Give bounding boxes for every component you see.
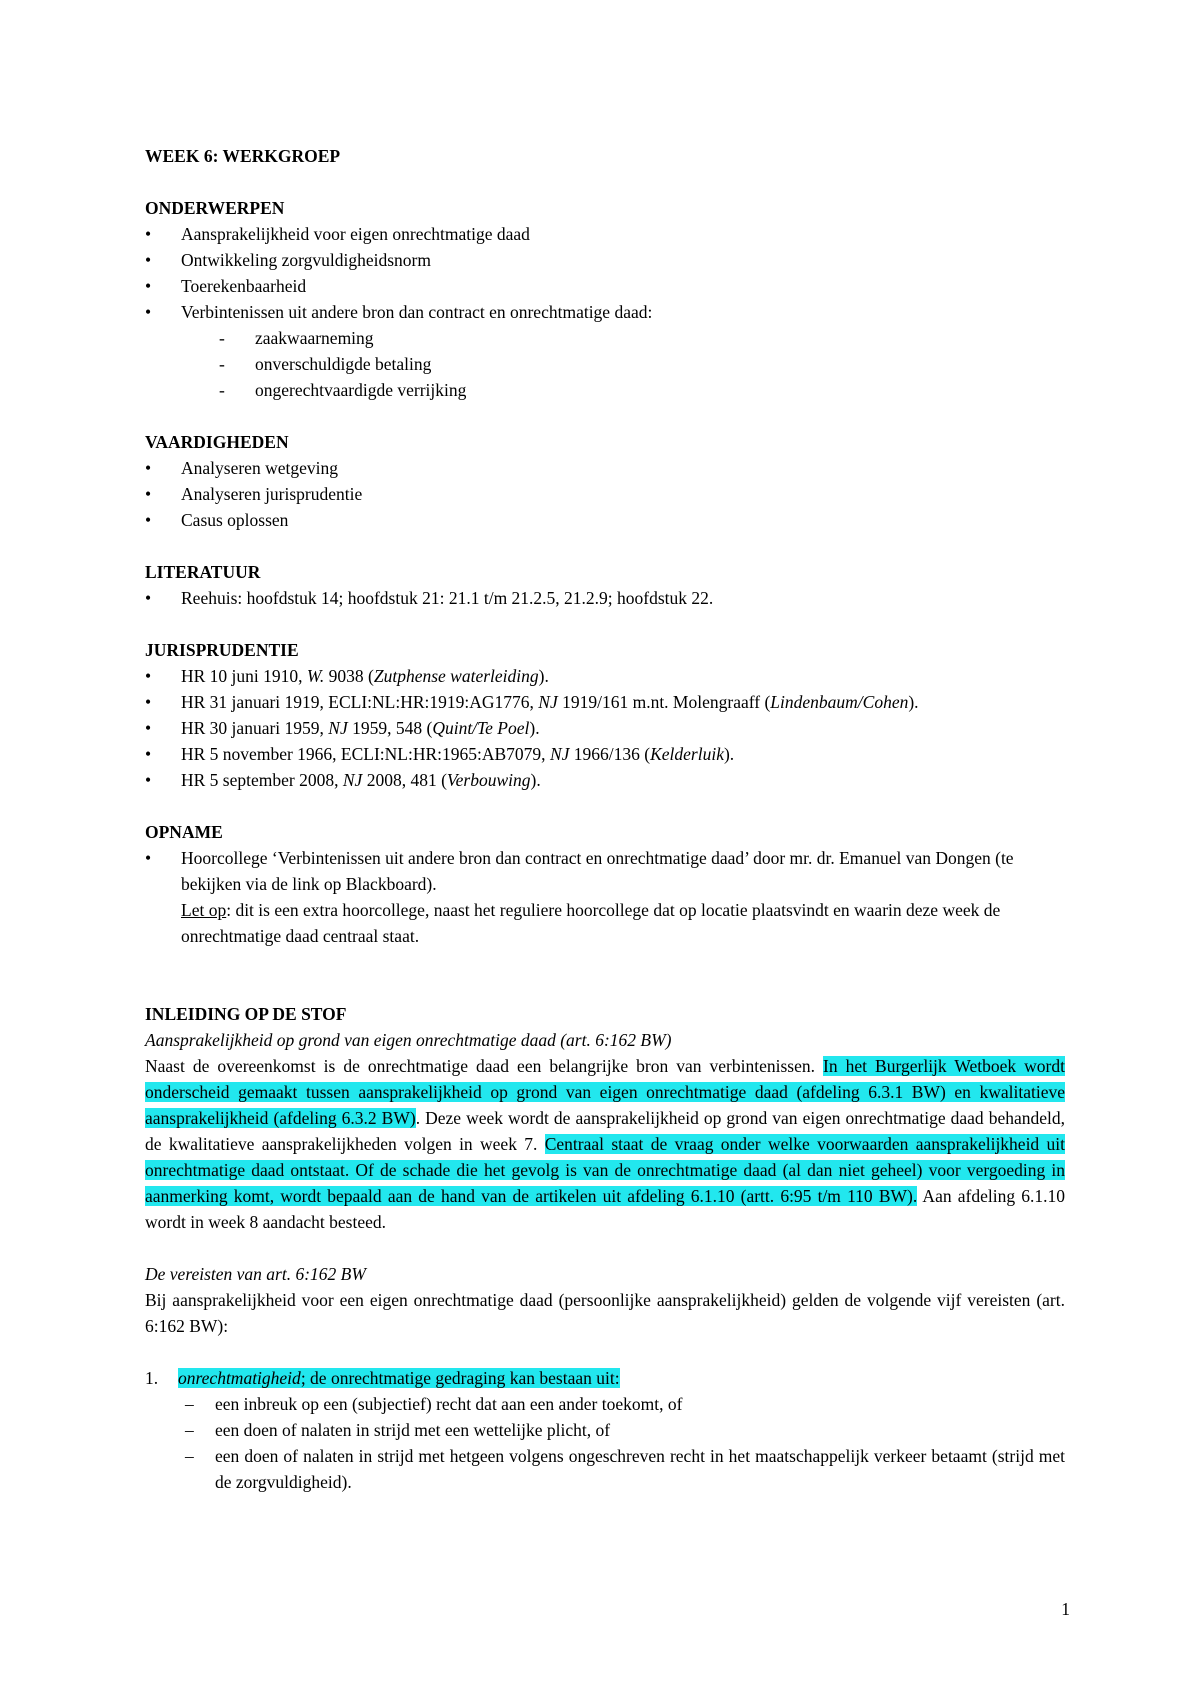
sub-list xyxy=(145,1391,1065,1495)
document-body xyxy=(145,143,1065,1495)
bullet-icon: • xyxy=(145,588,152,608)
section-opname xyxy=(145,819,1065,949)
section-heading: LITERATUUR xyxy=(145,562,261,582)
section-heading: OPNAME xyxy=(145,822,223,842)
case-item: • HR 10 juni 1910, W. 9038 (Zutphense waterleiding). xyxy=(145,663,1065,689)
paragraph: Naast de overeenkomst is de onrechtmatige daad een belangrijke bron van verbintenissen. In het Burgerlijk Wetboek wordt onderscheid gemaakt tussen aansprakelijkheid op grond van eigen onrechtmatige daad (afdeling 6.3.1 BW) en kwalitatieve aansprakelijkheid (afdeling 6.3.2 BW). Deze week wordt de aansprakelijkheid op grond van eigen onrechtmatige daad behandeld, de kwalitatieve aansprakelijkheden volgen in week 7. Centraal staat de vraag onder welke voorwaarden aansprakelijkheid uit onrechtmatige daad ontstaat. Of de schade die het gevolg is van de onrechtmatige daad (al dan niet geheel) voor vergoeding in aanmerking komt, wordt bepaald aan de hand van de artikelen uit afdeling 6.1.10 (artt. 6:95 t/m 110 BW). Aan afdeling 6.1.10 wordt in week 8 aandacht besteed. xyxy=(145,1056,1065,1232)
list-item: • Aansprakelijkheid voor eigen onrechtmatige daad xyxy=(145,221,1065,247)
section-vereisten xyxy=(145,1261,1065,1495)
bullet-icon: • xyxy=(145,692,152,712)
bullet-icon: • xyxy=(145,848,152,868)
list-item: • Analyseren wetgeving xyxy=(145,455,1065,481)
dash-icon: - xyxy=(219,328,225,348)
requirements-list xyxy=(145,1365,1065,1391)
bullet-icon: • xyxy=(145,224,152,244)
bullet-list xyxy=(145,845,1065,949)
case-item: • HR 5 november 1966, ECLI:NL:HR:1965:AB7079, NJ 1966/136 (Kelderluik). xyxy=(145,741,1065,767)
list-item: - ongerechtvaardigde verrijking xyxy=(145,377,1065,403)
list-item: – een doen of nalaten in strijd met een wettelijke plicht, of xyxy=(145,1417,1065,1443)
section-heading: INLEIDING OP DE STOF xyxy=(145,1004,347,1024)
section-jurisprudentie xyxy=(145,637,1065,793)
bullet-icon: • xyxy=(145,276,152,296)
list-item: • Analyseren jurisprudentie xyxy=(145,481,1065,507)
list-item: • Reehuis: hoofdstuk 14; hoofdstuk 21: 21.1 t/m 21.2.5, 21.2.9; hoofdstuk 22. xyxy=(145,585,1065,611)
bullet-icon: • xyxy=(145,744,152,764)
subheading: De vereisten van art. 6:162 BW xyxy=(145,1264,366,1284)
list-item xyxy=(145,845,1065,949)
list-item: • Casus oplossen xyxy=(145,507,1065,533)
item-number: 1. xyxy=(145,1368,159,1388)
list-item: • Ontwikkeling zorgvuldigheidsnorm xyxy=(145,247,1065,273)
case-item: • HR 31 januari 1919, ECLI:NL:HR:1919:AG1776, NJ 1919/161 m.nt. Molengraaff (Lindenbaum/Cohen). xyxy=(145,689,1065,715)
bullet-icon: • xyxy=(145,718,152,738)
bullet-icon: • xyxy=(145,770,152,790)
bullet-list xyxy=(145,221,1065,325)
dash-icon: – xyxy=(185,1420,194,1440)
bullet-icon: • xyxy=(145,666,152,686)
let-op-label: Let op xyxy=(181,900,227,920)
list-item: – een inbreuk op een (subjectief) recht dat aan een ander toekomt, of xyxy=(145,1391,1065,1417)
list-item: - zaakwaarneming xyxy=(145,325,1065,351)
dash-icon: – xyxy=(185,1394,194,1414)
sub-list xyxy=(145,325,1065,403)
bullet-list xyxy=(145,663,1065,793)
case-item: • HR 30 januari 1959, NJ 1959, 548 (Quint/Te Poel). xyxy=(145,715,1065,741)
section-heading: ONDERWERPEN xyxy=(145,198,285,218)
bullet-icon: • xyxy=(145,484,152,504)
section-vaardigheden xyxy=(145,429,1065,533)
section-inleiding xyxy=(145,1001,1065,1235)
case-item: • HR 5 september 2008, NJ 2008, 481 (Verbouwing). xyxy=(145,767,1065,793)
dash-icon: – xyxy=(185,1446,194,1466)
dash-icon: - xyxy=(219,354,225,374)
subheading: Aansprakelijkheid op grond van eigen onrechtmatige daad (art. 6:162 BW) xyxy=(145,1030,672,1050)
bullet-icon: • xyxy=(145,250,152,270)
list-item: • Toerekenbaarheid xyxy=(145,273,1065,299)
list-item xyxy=(145,1365,1065,1391)
bullet-icon: • xyxy=(145,458,152,478)
section-onderwerpen xyxy=(145,195,1065,403)
bullet-icon: • xyxy=(145,510,152,530)
section-heading: JURISPRUDENTIE xyxy=(145,640,299,660)
bullet-list xyxy=(145,455,1065,533)
list-item: – een doen of nalaten in strijd met hetgeen volgens ongeschreven recht in het maatschappelijk verkeer betaamt (strijd met de zorgvuldigheid). xyxy=(145,1443,1065,1495)
section-literatuur xyxy=(145,559,1065,611)
highlighted-text: In het Burgerlijk Wetboek wordt onderscheid gemaakt tussen aansprakelijkheid op grond van eigen onrechtmatige daad (afdeling 6.3.1 BW) en kwalitatieve aansprakelijkheid (afdeling 6.3.2 BW) xyxy=(145,1056,1065,1128)
list-item: - onverschuldigde betaling xyxy=(145,351,1065,377)
bullet-icon: • xyxy=(145,302,152,322)
highlighted-text: Centraal staat de vraag onder welke voorwaarden aansprakelijkheid uit onrechtmatige daad ontstaat. Of de schade die het gevolg is van de onrechtmatige daad (al dan niet geheel) voor vergoeding in aanmerking komt, wordt bepaald aan de hand van de artikelen uit afdeling 6.1.10 (artt. 6:95 t/m 110 BW). xyxy=(145,1134,1065,1206)
opname-note: Let op: dit is een extra hoorcollege, naast het reguliere hoorcollege dat op locatie plaatsvindt en waarin deze week de onrechtmatige daad centraal staat. xyxy=(181,900,1001,946)
page-title: WEEK 6: WERKGROEP xyxy=(145,146,341,166)
opname-text: Hoorcollege ‘Verbintenissen uit andere bron dan contract en onrechtmatige daad’ door mr. dr. Emanuel van Dongen (te bekijken via de link op Blackboard). xyxy=(181,848,1014,894)
page-number: 1 xyxy=(1061,1599,1070,1619)
bullet-list xyxy=(145,585,1065,611)
dash-icon: - xyxy=(219,380,225,400)
list-item: • Verbintenissen uit andere bron dan contract en onrechtmatige daad: xyxy=(145,299,1065,325)
highlighted-text: onrechtmatigheid; de onrechtmatige gedraging kan bestaan uit: xyxy=(178,1368,620,1388)
section-heading: VAARDIGHEDEN xyxy=(145,432,289,452)
paragraph: Bij aansprakelijkheid voor een eigen onrechtmatige daad (persoonlijke aansprakelijkheid) gelden de volgende vijf vereisten (art. 6:162 BW): xyxy=(145,1290,1065,1336)
